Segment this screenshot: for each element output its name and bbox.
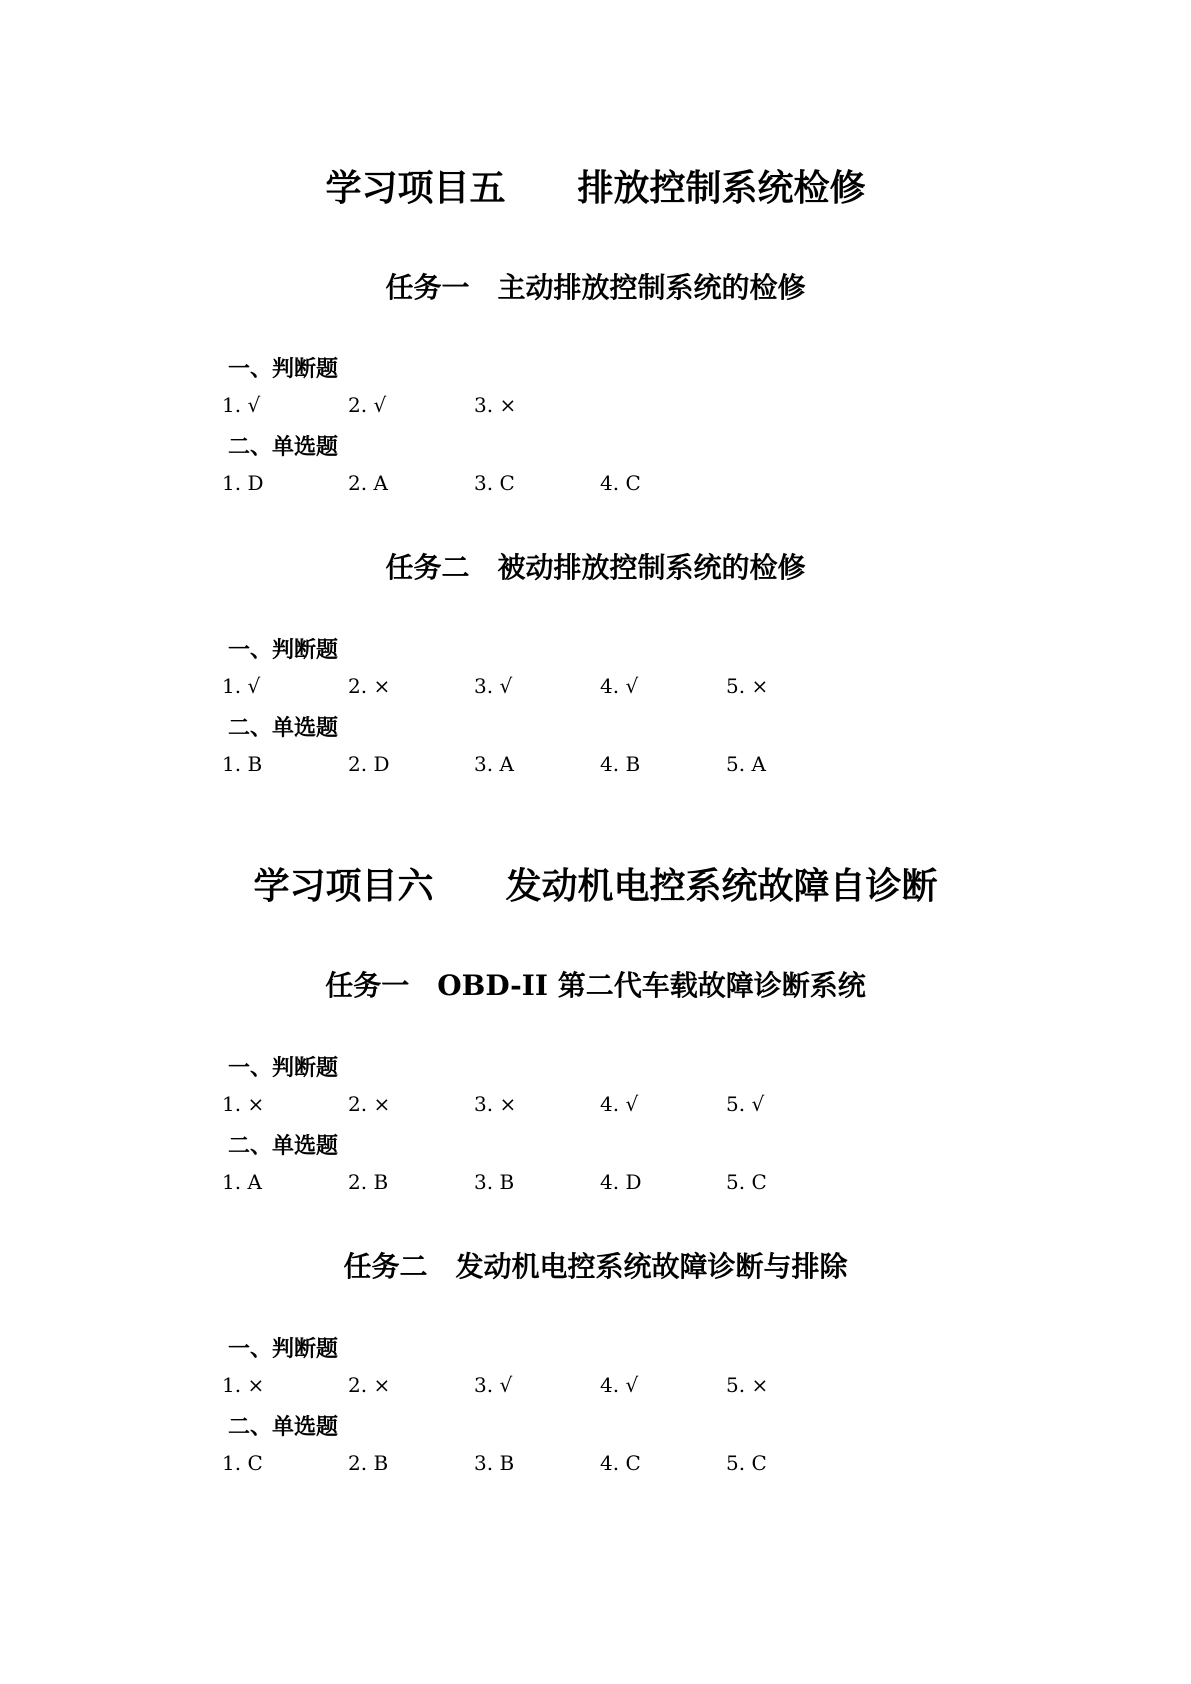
answer-item: 1. B (222, 752, 263, 776)
answer-item: 5. × (726, 1373, 769, 1397)
answer-item: 2. × (348, 674, 391, 698)
answer-item: 5. C (726, 1170, 767, 1194)
answer-item: 4. √ (600, 1373, 639, 1397)
answer-item: 2. B (348, 1451, 389, 1475)
project-title: 学习项目五 排放控制系统检修 (325, 168, 866, 209)
answer-item: 3. A (474, 752, 514, 776)
answer-item: 2. D (348, 752, 390, 776)
task-title: 任务一 主动排放控制系统的检修 (385, 271, 806, 304)
answer-item: 4. B (600, 752, 641, 776)
section-heading-true-false: 一、判断题 (228, 638, 339, 663)
answer-item: 1. C (222, 1451, 263, 1475)
answer-item: 5. √ (726, 1092, 765, 1116)
answer-item: 3. × (474, 393, 517, 417)
section-heading-true-false: 一、判断题 (228, 1337, 339, 1362)
answer-item: 1. √ (222, 674, 261, 698)
answer-item: 2. √ (348, 393, 387, 417)
project-title: 学习项目六 发动机电控系统故障自诊断 (253, 866, 938, 907)
section-heading-single-choice: 二、单选题 (228, 1415, 339, 1440)
answer-item: 3. B (474, 1451, 515, 1475)
section-heading-true-false: 一、判断题 (228, 1056, 339, 1081)
answer-item: 4. √ (600, 1092, 639, 1116)
answer-item: 5. × (726, 674, 769, 698)
answer-item: 5. A (726, 752, 766, 776)
answer-item: 4. √ (600, 674, 639, 698)
answer-item: 3. C (474, 471, 515, 495)
answer-item: 2. × (348, 1092, 391, 1116)
answer-item: 4. C (600, 471, 641, 495)
answer-item: 2. A (348, 471, 388, 495)
answer-item: 1. × (222, 1373, 265, 1397)
task-title: 任务一 OBD-II 第二代车载故障诊断系统 (325, 969, 866, 1002)
answer-item: 4. C (600, 1451, 641, 1475)
answer-item: 4. D (600, 1170, 642, 1194)
answer-item: 1. A (222, 1170, 262, 1194)
task-title: 任务二 发动机电控系统故障诊断与排除 (343, 1250, 848, 1283)
answer-item: 2. B (348, 1170, 389, 1194)
section-heading-true-false: 一、判断题 (228, 357, 339, 382)
answer-item: 3. B (474, 1170, 515, 1194)
answer-item: 2. × (348, 1373, 391, 1397)
section-heading-single-choice: 二、单选题 (228, 435, 339, 460)
task-title: 任务二 被动排放控制系统的检修 (385, 551, 806, 584)
answer-item: 5. C (726, 1451, 767, 1475)
section-heading-single-choice: 二、单选题 (228, 1134, 339, 1159)
answer-item: 3. √ (474, 1373, 513, 1397)
section-heading-single-choice: 二、单选题 (228, 716, 339, 741)
answer-item: 1. × (222, 1092, 265, 1116)
answer-item: 1. √ (222, 393, 261, 417)
answer-item: 1. D (222, 471, 264, 495)
answer-item: 3. √ (474, 674, 513, 698)
answer-item: 3. × (474, 1092, 517, 1116)
